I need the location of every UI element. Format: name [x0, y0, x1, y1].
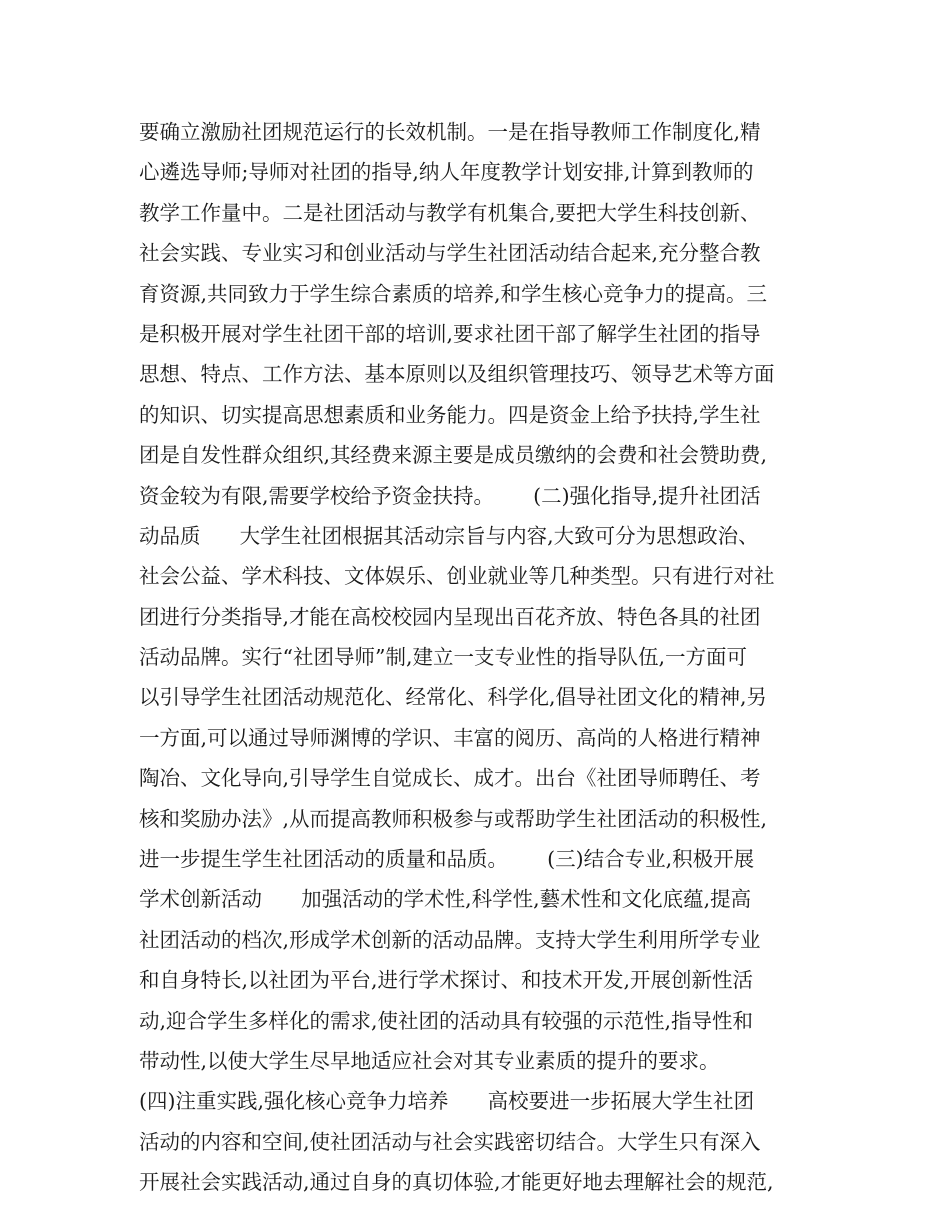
text-line-12: 社会公益、学术科技、文体娱乐、创业就业等几种类型。只有进行对社	[139, 564, 775, 589]
text-line-23: 动,迎合学生多样化的需求,使社团的活动具有较强的示范性,指导性和	[139, 1008, 754, 1033]
text-line-8: 的知识、切实提高思想素质和业务能力。四是资金上给予扶持,学生社	[139, 402, 761, 427]
text-line-25: (四)注重实践,强化核心竞争力培养 高校要进一步拓展大学生社团	[139, 1089, 755, 1114]
text-line-24: 带动性,以使大学生尽早地适应社会对其专业素质的提升的要求。	[139, 1048, 720, 1073]
text-line-22: 和自身特长,以社团为平台,进行学术探讨、和技术开发,开展创新性活	[139, 968, 754, 993]
text-line-15: 以引导学生社团活动规范化、经常化、科学化,倡导社团文化的精神,另	[139, 685, 768, 710]
text-line-13: 团进行分类指导,才能在高校校园内呈现出百花齐放、特色各具的社团	[139, 604, 761, 629]
text-line-18: 核和奖励办法》,从而提高教师积极参与或帮助学生社团活动的积极性,	[139, 806, 768, 831]
text-line-9: 团是自发性群众组织,其经费来源主要是成员缴纳的会费和社会赞助费,	[139, 443, 768, 468]
text-line-7: 思想、特点、工作方法、基本原则以及组织管理技巧、领导艺术等方面	[139, 362, 775, 387]
text-line-11: 动品质 大学生社团根据其活动宗旨与内容,大致可分为思想政治、	[139, 523, 759, 548]
text-line-6: 是积极开展对学生社团干部的培训,要求社团干部了解学生社团的指导	[139, 321, 761, 346]
text-line-21: 社团活动的档次,形成学术创新的活动品牌。支持大学生利用所学专业	[139, 927, 761, 952]
text-line-5: 育资源,共同致力于学生综合素质的培养,和学生核心竞争力的提高。三	[139, 281, 768, 306]
text-line-1: 要确立激励社团规范运行的长效机制。一是在指导教师工作制度化,精	[139, 120, 761, 144]
text-line-27: 开展社会实践活动,通过自身的真切体验,才能更好地去理解社会的规范,	[139, 1170, 774, 1195]
text-line-2: 心遴选导师;导师对社团的指导,纳人年度教学计划安排,计算到教师的	[139, 160, 754, 185]
text-line-19: 进一步提生学生社团活动的质量和品质。 (三)结合专业,积极开展	[139, 847, 755, 872]
text-line-20: 学术创新活动 加强活动的学术性,科学性,藝术性和文化底蕴,提高	[139, 887, 752, 912]
body-text	[139, 112, 819, 1203]
text-line-4: 社会实践、专业实习和创业活动与学生社团活动结合起来,充分整合教	[139, 241, 761, 266]
text-line-10: 资金较为有限,需要学校给予资金扶持。 (二)强化指导,提升社团活	[139, 483, 761, 508]
text-line-26: 活动的内容和空间,使社团活动与社会实践密切结合。大学生只有深入	[139, 1129, 761, 1154]
text-line-3: 教学工作量中。二是社团活动与教学有机集合,要把大学生科技创新、	[139, 200, 761, 225]
text-line-14: 活动品牌。实行“社团导师”制,建立一支专业性的指导队伍,一方面可	[139, 645, 747, 670]
text-line-16: 一方面,可以通过导师渊博的学识、丰富的阅历、高尚的人格进行精神	[139, 725, 761, 750]
text-line-17: 陶冶、文化导向,引导学生自觉成长、成才。出台《社团导师聘任、考	[139, 766, 761, 791]
